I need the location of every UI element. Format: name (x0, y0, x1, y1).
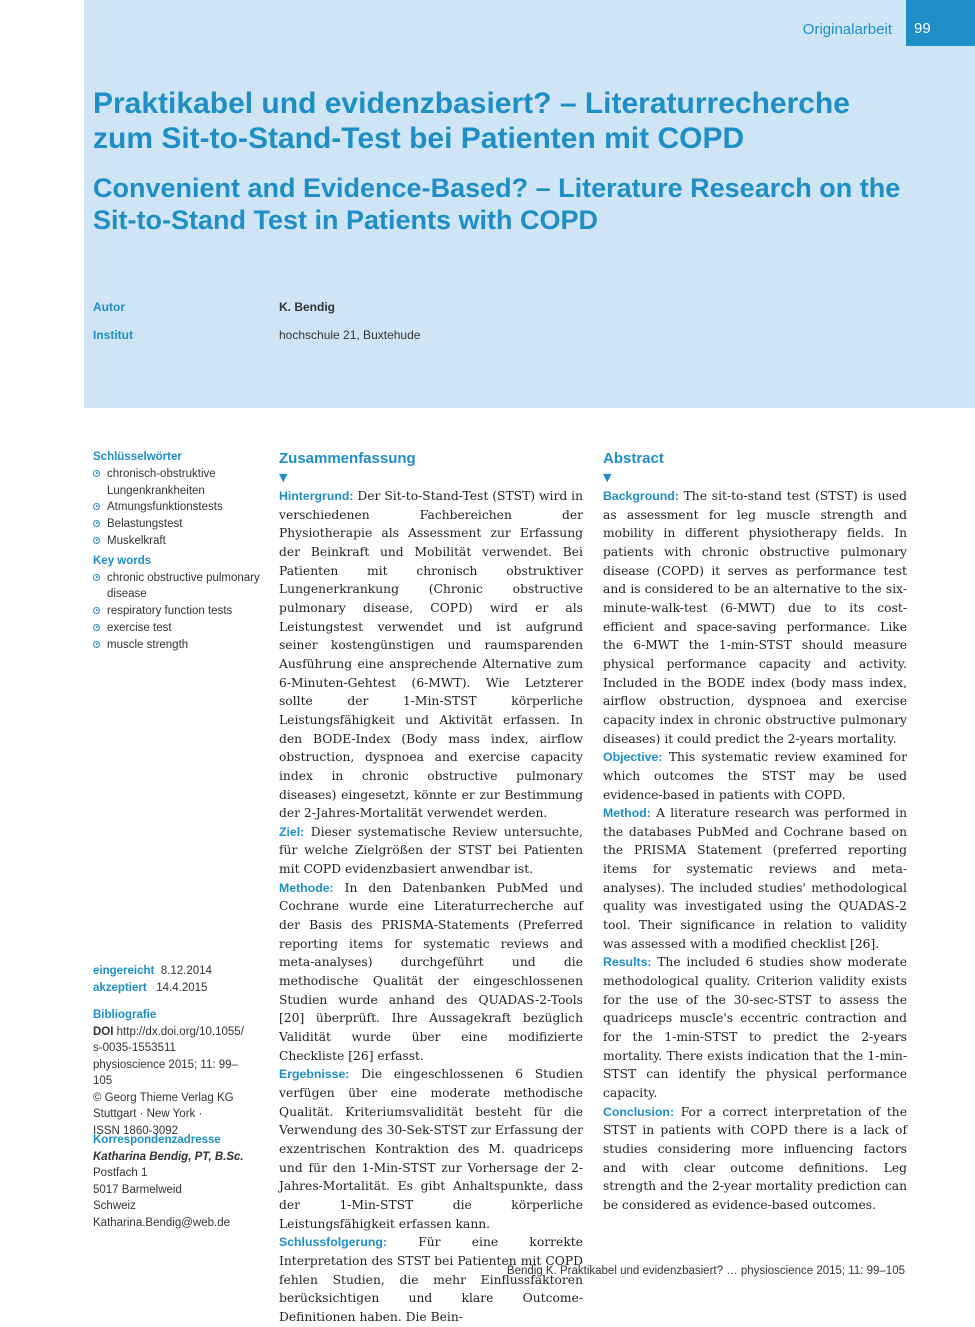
keywords-sidebar (93, 449, 263, 654)
submission-dates: eingereicht 8.12.2014 akzeptiert 14.4.2015 (93, 965, 212, 994)
section-label: Originalarbeit (802, 21, 892, 38)
summary-paragraph: Hintergrund: Der Sit-to-Stand-Test (STST) wird in verschiedenen Fachbereichen der Physiotherapie als Assessment zur Erfassung der Beinkraft und Mobilität verwendet. Bei Patienten mit chronisch obstruktiver Lungenerkrankung (Chronic obstructive pulmonary disease, COPD) wird er als Leistungstest verwendet und ist aufgrund seiner kostengünstigen und raumsparenden Ausführung eine ansprechende Alternative zum 6-Minuten-Gehtest (6-MWT). Wie Letzterer sollte der 1-Min-STST körperliche Leistungsfähigkeit und Aktivität erfassen. In den BODE-Index (Body mass index, airflow obstruction, dyspnoea and exercise capacity index in chronic obstructive pulmonary diseases) eingesetzt, könnte er zur Bestimmung der 2-Jahres-Mortalität verwendet werden. (279, 489, 583, 821)
title-english: Convenient and Evidence-Based? – Literature Research on the Sit-to-Stand Test in Patients with COPD (93, 173, 901, 235)
summary-paragraph: Ergebnisse: Die eingeschlossenen 6 Studien verfügen über eine moderate methodische Qualität. Kriteriumsvalidität besteht für die Verwendung des 30-Sek-STST zur Erfassung der exzentrischen Kontraktion des M. quadriceps und für den 1-Min-STST zur Vorhersage der 2-Jahres-Mortalität. Es gibt Anhaltspunkte, dass der 1-Min-STST die körperliche Leistungsfähigkeit erfassen kann. (279, 1067, 583, 1231)
keywords-en-heading: Key words (93, 554, 152, 567)
keyword-item: muscle strength (93, 637, 263, 654)
summary-paragraph: Schlussfolgerung: Für eine korrekte Interpretation des STST bei Patienten mit COPD fehlen Studien, die mehr Einflussfaktoren berücksichtigen und klare Outcome-Definitionen haben. Die Bein- (279, 1235, 583, 1324)
keyword-item: Muskelkraft (93, 533, 263, 550)
bibliography: Bibliografie DOI http://dx.doi.org/10.1055/s-0035-1553511 physioscience 2015; 11: 99–105 © Georg Thieme Verlag KG Stuttgart · New York · ISSN 1860-3092 (93, 1007, 248, 1139)
bullet-icon (93, 624, 100, 631)
keyword-item: Belastungstest (93, 516, 263, 533)
keyword-item: respiratory function tests (93, 603, 263, 620)
page-footer: Bendig K. Praktikabel und evidenzbasiert? … physioscience 2015; 11: 99–105 (506, 1265, 905, 1277)
correspondence-heading: Korrespondenzadresse (93, 1134, 221, 1146)
author-label: Autor (93, 300, 125, 314)
summary-german (279, 449, 583, 1327)
bullet-icon (93, 520, 100, 527)
title-german: Praktikabel und evidenzbasiert? – Literaturrecherche zum Sit-to-Stand-Test bei Patienten mit COPD (93, 87, 850, 155)
institute-label: Institut (93, 328, 133, 342)
bullet-icon (93, 503, 100, 510)
abstract-paragraph: Background: The sit-to-stand test (STST) is used as assessment for leg muscle strength and mobility in different physiotherapy fields. In patients with chronic obstructive pulmonary disease (COPD) it serves as performance test and is considered to be an alternative to the six-minute-walk-test (6-MWT) due to its cost-efficient and space-saving performance. Like the 6-MWT the 1-min-STST should measure physical performance capacity and activity. Included in the BODE index (body mass index, airflow obstruction, dyspnoea and exercise capacity index in chronic obstructive pulmonary diseases) it could predict the 2-years mortality. (603, 489, 907, 746)
triangle-down-icon: ▼ (603, 471, 612, 484)
keyword-item: Atmungsfunktionstests (93, 499, 263, 516)
keyword-item: exercise test (93, 620, 263, 637)
correspondence-name: Katharina Bendig, PT, B.Sc. (93, 1150, 244, 1163)
abstract-english (603, 449, 907, 1215)
keyword-item: chronic obstructive pulmonary disease (93, 570, 263, 604)
keywords-de-heading: Schlüsselwörter (93, 451, 182, 463)
summary-heading: Zusammenfassung (279, 450, 416, 467)
email-link[interactable]: Katharina.Bendig@web.de (93, 1216, 230, 1229)
page-number: 99 (914, 20, 931, 37)
keyword-item: chronisch-obstruktive Lungenkrankheiten (93, 466, 263, 500)
bullet-icon (93, 470, 100, 477)
abstract-paragraph: Conclusion: For a correct interpretation of the STST in patients with COPD there is a lack of studies considering more influencing factors and with clear outcome definitions. Leg strength and the 2-year mortality prediction can be considered as evidence-based outcomes. (603, 1104, 907, 1212)
bullet-icon (93, 537, 100, 544)
summary-paragraph: Ziel: Dieser systematische Review untersuchte, für welche Zielgrößen der STST bei Patienten mit COPD evidenzbasiert anwendbar ist. (279, 824, 583, 877)
bullet-icon (93, 607, 100, 614)
institute-name: hochschule 21, Buxtehude (279, 328, 421, 342)
abstract-paragraph: Objective: This systematic review examined for which outcomes the STST may be used evidence-based in patients with COPD. (603, 750, 907, 802)
bullet-icon (93, 574, 100, 581)
abstract-paragraph: Method: A literature research was performed in the databases PubMed and Cochrane based on the PRISMA Statement (preferred reporting items for systematic reviews and meta-analyses). The included studies' methodological quality was investigated using the QUADAS-2 tool. Their significance in relation to validity was assessed with a modified checklist [26]. (603, 806, 907, 951)
author-name: K. Bendig (279, 300, 335, 314)
correspondence-address: Korrespondenzadresse Katharina Bendig, PT, B.Sc. Postfach 1 5017 Barmelweid Schweiz Katharina.Bendig@web.de (93, 1132, 268, 1231)
summary-paragraph: Methode: In den Datenbanken PubMed und Cochrane wurde eine Literaturrecherche auf der Basis des PRISMA-Statements (Preferred reporting items for systematic reviews and meta-analyses) durchgeführt und die methodische Qualität der eingeschlossenen Studien wurde anhand des QUADAS-2-Tools [20] überprüft. Ihre Aussagekraft bezüglich Validität wurde über eine modifizierte Checkliste [26] erfasst. (279, 880, 583, 1063)
bullet-icon (93, 641, 100, 648)
abstract-heading: Abstract (603, 450, 664, 467)
triangle-down-icon: ▼ (279, 471, 288, 484)
abstract-paragraph: Results: The included 6 studies show moderate methodological quality. Criterion validity exists for the use of the 30-sec-STST to assess the quadriceps muscle's eccentric contraction and for the 1-min-STST to predict the 2-years mortality. There exists indication that the 1-min-STST can identify the physical performance capacity. (603, 955, 907, 1100)
doi-link[interactable]: http://dx.doi.org/10.1055/s-0035-1553511 (93, 1025, 244, 1054)
bibliography-heading: Bibliografie (93, 1009, 157, 1021)
